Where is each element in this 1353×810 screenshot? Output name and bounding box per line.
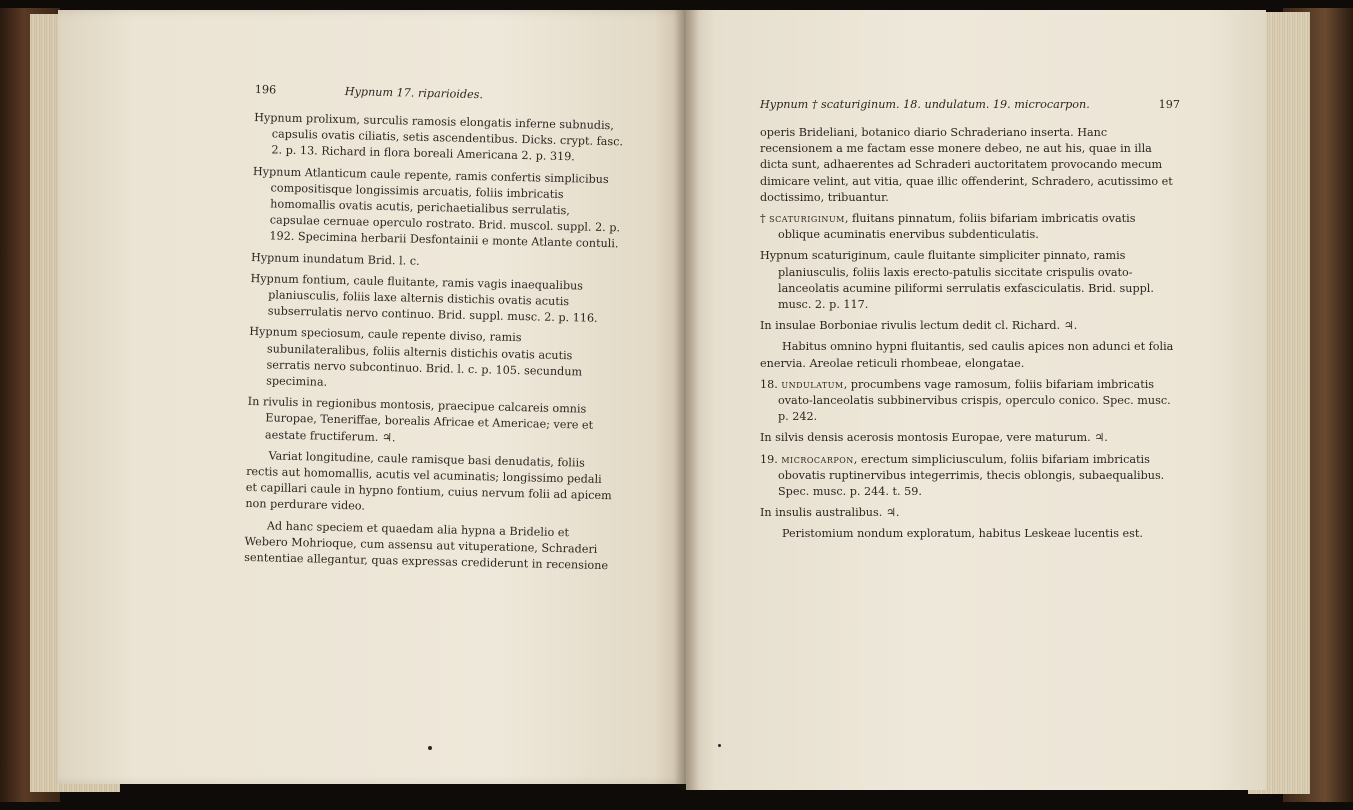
entry-undulatum (760, 377, 1180, 426)
species-description: , procumbens vage ramosum, foliis bifariam imbricatis ovato-lanceolatis subbinervibus crispis, operculo conico. Spec. musc. p. 242. (778, 377, 1171, 424)
left-running-title: Hypnum 17. riparioides. (344, 85, 484, 102)
paragraph-operis: operis Brideliani, botanico diario Schraderiano inserta. Hanc recensionem a me factam esse monere debeo, ne aut his, quae in illa dicta sunt, adhaerentes ad Schraderi auctoritatem provocando mecum dimicare velint, aut vitia, quae illic offenderint, Schradero, acutissimo et doctissimo, tribuantur. (760, 126, 1173, 204)
ink-spot (428, 746, 432, 750)
left-page-text (244, 82, 625, 580)
species-name: undulatum (781, 377, 844, 391)
species-description: , erectum simpliciusculum, foliis bifariam imbricatis obovatis ruptinervibus integerrimis, thecis oblongis, subaequalibus. Spec. musc. p. 244. t. 59. (778, 452, 1165, 499)
entry-hypnum-inundatum: Hypnum inundatum Brid. l. c. (250, 250, 420, 268)
paragraph-variat: Variat longitudine, caule ramisque basi denudatis, foliis rectis aut homomallis, acutis vel acuminatis; longissimo pedali et capillari caule in hypno fontium, cuius nervum folii ad apicem non perdurare video. (245, 449, 612, 514)
species-description: , fluitans pinnatum, foliis bifariam imbricatis ovatis oblique acuminatis enervibus subdenticulatis. (778, 212, 1136, 242)
species-name: microcarpon (781, 452, 854, 466)
entry-hypnum-atlanticum: Hypnum Atlanticum caule repente, ramis confertis simplicibus compositisque longissimis arcuatis, foliis imbricatis homomallis ovatis acutis, perichaetialibus serrulatis, capsulae cernuae operculo rostrato. Brid. muscol. suppl. 2. p. 192. Specimina herbarii Desfontainii e monte Atlante contuli. (252, 164, 621, 251)
ink-spot (718, 744, 721, 747)
right-running-head (760, 97, 1180, 117)
section-mark: † (760, 212, 766, 226)
habitat-undulatum: In silvis densis acerosis montosis Europae, vere maturum. ♃. (760, 431, 1108, 445)
book-gutter (674, 10, 700, 790)
synonym-hypnum-scaturiginum: Hypnum scaturiginum, caule fluitante simpliciter pinnato, ramis planiusculis, foliis laxis erecto-patulis siccitate crispulis ovato-lanceolatis acumine piliformi serrulatis exfasciculatis. Brid. suppl. musc. 2. p. 117. (760, 249, 1154, 312)
entry-hypnum-fontium: Hypnum fontium, caule fluitante, ramis vagis inaequalibus planiusculis, foliis laxe alternis distichis ovatis acutis subserrulatis nervo continuo. Brid. suppl. musc. 2. p. 116. (250, 271, 598, 326)
entry-hypnum-speciosum: Hypnum speciosum, caule repente diviso, ramis subunilateralibus, foliis alternis distichis ovatis acutis serratis nervo subcontinuo. Brid. l. c. p. 105. secundum specimina. (249, 325, 583, 389)
entry-microcarpon (760, 452, 1180, 501)
entry-scaturiginum (760, 211, 1180, 243)
habitus-scaturiginum: Habitus omnino hypni fluitantis, sed caulis apices non adunci et folia enervia. Areolae reticuli rhombeae, elongatae. (760, 340, 1174, 370)
habitat-scaturiginum: In insulae Borboniae rivulis lectum dedit cl. Richard. ♃. (760, 319, 1078, 333)
paragraph-ad-hanc: Ad hanc speciem et quaedam alia hypna a Bridelio et Webero Mohrioque, cum assensu aut vituperatione, Schraderi sententiae allegantur, quas expressas crediderunt in recensione (244, 519, 609, 573)
right-page-text (760, 97, 1180, 548)
habitat-microcarpon: In insulis australibus. ♃. (760, 506, 900, 520)
left-page-number: 196 (254, 82, 277, 97)
peristomium-note: Peristomium nondum exploratum, habitus Leskeae lucentis est. (782, 527, 1143, 541)
entry-habitat: In rivulis in regionibus montosis, praecipue calcareis omnis Europae, Teneriffae, borealis Africae et Americae; vere et aestate fructiferum. ♃. (247, 395, 594, 444)
right-running-title: Hypnum † scaturiginum. 18. undulatum. 19. microcarpon. (760, 98, 1090, 111)
species-name: scaturiginum (769, 212, 845, 226)
right-page-number: 197 (1158, 98, 1180, 111)
species-number: 19. (760, 452, 778, 466)
species-number: 18. (760, 377, 778, 391)
entry-hypnum-prolixum: Hypnum prolixum, surculis ramosis elongatis inferne subnudis, capsulis ovatis ciliatis, setis ascendentibus. Dicks. crypt. fasc. 2. p. 13. Richard in flora boreali Americana 2. p. 319. (254, 110, 624, 164)
